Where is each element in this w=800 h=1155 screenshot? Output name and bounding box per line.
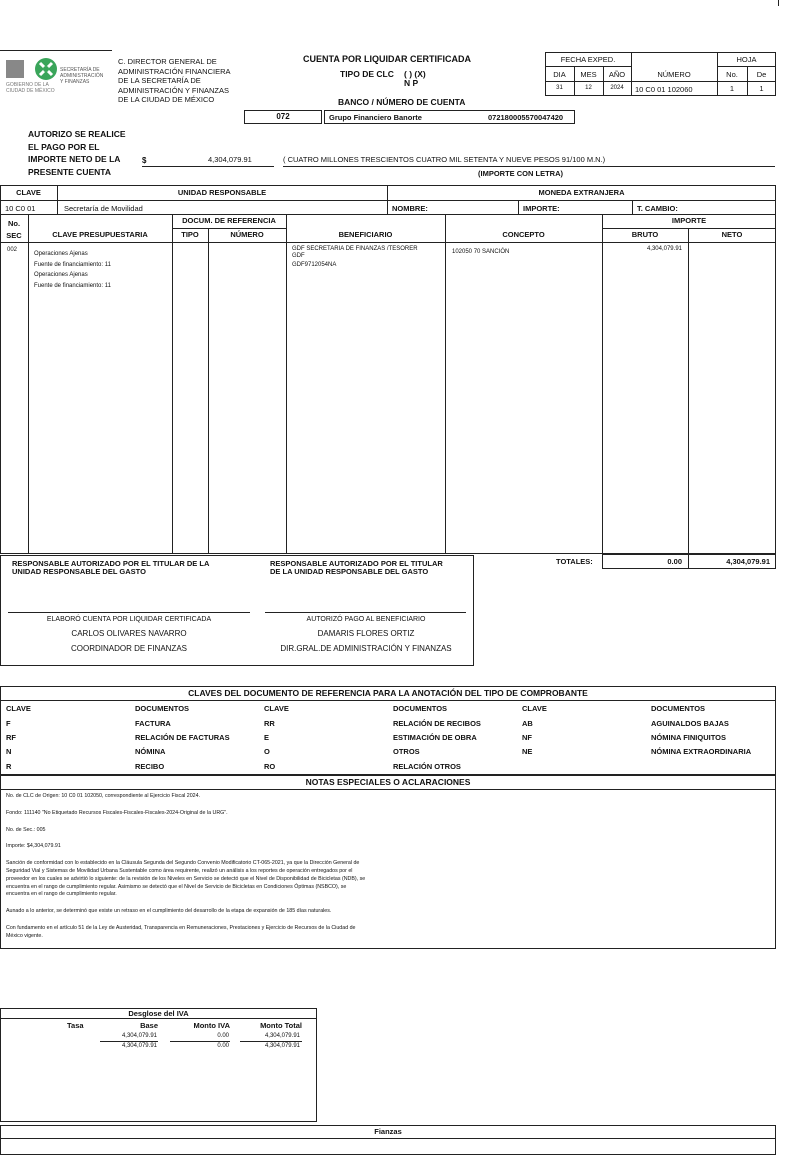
tcambio-label: T. CAMBIO: [637, 204, 678, 213]
clave-code: E [264, 733, 270, 742]
moneda-label: MONEDA EXTRANJERA [538, 188, 625, 197]
account-number: 072180005570047420 [488, 113, 564, 122]
nota-paragraph: No. de CLC de Origen: 10 C0 01 102050, correspondiente al Ejercicio Fiscal 2024. [6, 793, 201, 799]
bank-label: BANCO / NÚMERO DE CUENTA [338, 97, 466, 107]
left-signature-heading [12, 560, 209, 576]
iva-col-monto-total: Monto Total [260, 1021, 302, 1030]
unidad-value: Secretaría de Movilidad [64, 204, 143, 213]
mes-value: 12 [585, 85, 592, 91]
authorization-line: IMPORTE NETO DE LA [28, 154, 121, 164]
left-signature-line [8, 612, 250, 613]
clave-doc: RELACIÓN OTROS [393, 762, 461, 771]
iva-row-monto-iva: 0.00 [217, 1033, 229, 1039]
nota-line: Con fundamento en el artículo 51 de la Ley de Austeridad, Transparencia en Remuneraciones, Prestaciones y Ejercicio de Recursos de la Ciudad de [6, 924, 356, 931]
iva-title: Desglose del IVA [128, 1009, 189, 1018]
table-row-concepto: 102050 70 SANCIÓN [452, 249, 510, 255]
no-header: No. [7, 219, 21, 228]
authority-line: DE LA SECRETARÍA DE [118, 76, 201, 85]
numero-header: NÚMERO [230, 230, 264, 239]
bank-code: 072 [276, 112, 290, 121]
clave-code: R [6, 762, 12, 771]
clave-doc: ESTIMACIÓN DE OBRA [393, 733, 477, 742]
authority-line: ADMINISTRACIÓN Y FINANZAS [118, 85, 229, 95]
authority-block [118, 57, 231, 105]
beneficiario-header: BENEFICIARIO [338, 230, 393, 239]
total-neto: 4,304,079.91 [726, 557, 770, 566]
iva-col-base: Base [140, 1021, 158, 1030]
cdmx-logo [6, 57, 110, 97]
authorization-text [28, 128, 126, 178]
clave-code: RO [264, 762, 276, 771]
mes-label: MES [580, 70, 597, 79]
dia-value: 31 [556, 85, 563, 91]
authority-line: C. DIRECTOR GENERAL DE [118, 57, 217, 66]
claves-col-clave: CLAVE [6, 704, 31, 713]
amount-text-underline [283, 166, 775, 167]
importe-label: IMPORTE: [523, 204, 560, 213]
clave-code: N [6, 747, 12, 756]
clave-doc: NÓMINA EXTRAORDINARIA [651, 747, 752, 756]
clave-doc: RECIBO [135, 762, 165, 771]
totales-label: TOTALES: [556, 557, 593, 566]
notas-title: NOTAS ESPECIALES O ACLARACIONES [305, 777, 471, 787]
flower-logo-icon [34, 57, 58, 81]
iva-col-monto-iva: Monto IVA [193, 1021, 230, 1030]
iva-col-tasa: Tasa [67, 1021, 84, 1030]
iva-row-monto-total: 4,304,079.91 [264, 1033, 300, 1039]
claves-col-clave: CLAVE [264, 704, 289, 713]
clave-doc: AGUINALDOS BAJAS [651, 719, 729, 728]
clave-doc: NÓMINA [135, 747, 166, 756]
table-row-bruto: 4,304,079.91 [646, 246, 682, 252]
nota-line: proveedor en los cuales se advirtió lo siguiente: de la revisión de los Niveles en Servicio se detectó que el Nivel de Disponibilidad de Bicicletas (NDB), se [6, 875, 366, 882]
clave-code: AB [522, 719, 533, 728]
logo-secretaria-3: Y FINANZAS [60, 79, 90, 85]
neto-header: NETO [721, 230, 743, 239]
beneficiario-line: GDF SECRETARIA DE FINANZAS /TESORER [292, 246, 418, 252]
nota-paragraph: Importe: $4,304,079.91 [6, 843, 61, 850]
page-title: CUENTA POR LIQUIDAR CERTIFICADA [303, 54, 471, 64]
clc-type-letters: N P [404, 78, 419, 88]
clave-code: NE [522, 747, 533, 756]
clc-type-marks: ( ) (X) [404, 69, 426, 79]
header-rule [0, 50, 112, 51]
clave-value: 10 C0 01 [5, 204, 36, 213]
heading-line: RESPONSABLE AUTORIZADO POR EL TITULAR DE LA [12, 559, 210, 568]
bank-code-cell [244, 110, 322, 124]
authorization-line: PRESENTE CUENTA [28, 166, 111, 177]
nota-line: México vigente. [6, 932, 43, 939]
clave-doc: NÓMINA FINIQUITOS [651, 733, 726, 742]
authorization-line: EL PAGO POR EL [28, 141, 100, 152]
clave-code: RR [264, 719, 275, 728]
anio-value: 2024 [610, 85, 624, 91]
claves-col-clave: CLAVE [522, 704, 547, 713]
clave-label: CLAVE [16, 188, 41, 197]
fecha-exped-label: FECHA EXPED. [560, 55, 616, 64]
left-signature-name: CARLOS OLIVARES NAVARRO [71, 629, 187, 638]
hoja-no-value: 1 [729, 84, 735, 93]
nota-paragraph: No. de Sec.: 005 [6, 826, 46, 833]
claves-title: CLAVES DEL DOCUMENTO DE REFERENCIA PARA LA ANOTACIÓN DEL TIPO DE COMPROBANTE [188, 688, 588, 698]
nota-paragraph: Aunado a lo anterior, se determinó que existe un retraso en el cumplimiento del desarrollo de la etapa de expansión de 185 días naturales. [6, 908, 332, 915]
heading-line: RESPONSABLE AUTORIZADO POR EL TITULAR [270, 559, 443, 568]
anio-label: AÑO [608, 70, 626, 79]
amount-text: ( CUATRO MILLONES TRESCIENTOS CUATRO MIL SETENTA Y NUEVE PESOS 91/100 M.N.) [283, 155, 606, 164]
fianzas-title: Fianzas [374, 1127, 402, 1136]
iva-total-monto-total: 4,304,079.91 [264, 1043, 300, 1049]
building-icon [6, 60, 24, 78]
amount-value: 4,304,079.91 [208, 155, 252, 164]
docum-referencia-header: DOCUM. DE REFERENCIA [182, 216, 276, 225]
left-signature-role: ELABORÓ CUENTA POR LIQUIDAR CERTIFICADA [46, 616, 212, 623]
table-row-sec: 002 [7, 247, 18, 253]
clave-presupuestaria-header: CLAVE PRESUPUESTARIA [52, 230, 148, 239]
beneficiario-line: GDF9712054NA [292, 262, 337, 268]
iva-total-monto-iva: 0.00 [217, 1043, 229, 1049]
nombre-label: NOMBRE: [392, 204, 428, 213]
heading-line: UNIDAD RESPONSABLE DEL GASTO [12, 567, 146, 576]
authority-line: ADMINISTRACIÓN FINANCIERA [118, 66, 231, 76]
clave-doc: FACTURA [135, 719, 171, 728]
total-bruto: 0.00 [667, 557, 682, 566]
table-row-beneficiario [292, 246, 418, 269]
clave-code: NF [522, 733, 532, 742]
right-signature-heading [270, 560, 443, 576]
clave-code: O [264, 747, 270, 756]
currency-symbol: $ [142, 156, 147, 165]
claves-col-documentos: DOCUMENTOS [393, 704, 448, 713]
claves-col-documentos: DOCUMENTOS [135, 704, 190, 713]
bruto-header: BRUTO [631, 230, 659, 239]
tipo-header: TIPO [181, 230, 199, 239]
nota-paragraph: Fondo: 111140 "No Etiquetado Recursos Fiscales-Fiscales-Fiscales-2024-Original de la URG". [6, 809, 228, 816]
page-edge-mark [778, 0, 779, 6]
clave-doc: RELACIÓN DE RECIBOS [393, 719, 481, 728]
right-signature-role: AUTORIZÓ PAGO AL BENEFICIARIO [306, 616, 426, 623]
right-signature-line [265, 612, 466, 613]
hoja-de-value: 1 [759, 84, 764, 93]
importe-header: IMPORTE [671, 216, 707, 225]
dia-label: DIA [553, 70, 566, 79]
authorization-line: AUTORIZO SE REALICE [28, 129, 126, 139]
clave-doc: RELACIÓN DE FACTURAS [135, 733, 230, 742]
logo-secretaria-1: SECRETARÍA DE [60, 67, 100, 73]
table-row-clave [34, 249, 111, 291]
unidad-label: UNIDAD RESPONSABLE [177, 188, 267, 197]
nota-line: Sanción de conformidad con lo establecido en la Cláusula Segunda del Segundo Convenio Modificatorio CT-065-2021, ya que la Dirección General de [6, 860, 360, 867]
hoja-label: HOJA [736, 55, 757, 64]
right-signature-title: DIR.GRAL.DE ADMINISTRACIÓN Y FINANZAS [280, 644, 452, 653]
clave-code: F [6, 719, 11, 728]
numero-value: 10 C0 01 102060 [635, 85, 693, 94]
iva-total-base: 4,304,079.91 [121, 1043, 157, 1049]
logo-text-1: GOBIERNO DE LA [6, 82, 49, 88]
nota-line: encuentra en el rango de cumplimiento regular. Asimismo se detectó que el Nivel de Servicio de Bicicletas en Condiciones Óptimas (NSBCO), se [6, 883, 347, 890]
logo-secretaria-2: ADMINISTRACIÓN [60, 73, 104, 79]
amount-underline [142, 166, 274, 167]
notas-body [6, 793, 365, 941]
no-label: No. [726, 70, 738, 79]
clave-line: Fuente de financiamiento: 11 [34, 261, 111, 268]
clave-doc: OTROS [393, 747, 420, 756]
nota-line: encuentra en el rango de cumplimiento regular. [6, 891, 117, 898]
left-signature-title: COORDINADOR DE FINANZAS [70, 644, 187, 653]
authority-line: DE LA CIUDAD DE MÉXICO [118, 95, 215, 104]
sec-header: SEC [6, 231, 22, 240]
claves-col-documentos: DOCUMENTOS [651, 704, 706, 713]
clave-line: Operaciones Ajenas [34, 272, 88, 278]
de-label: De [756, 70, 767, 79]
bank-name: Grupo Financiero Banorte [329, 113, 422, 122]
right-signature-name: DAMARIS FLORES ORTIZ [317, 629, 415, 638]
clc-type-label: TIPO DE CLC [340, 69, 394, 79]
concepto-header: CONCEPTO [502, 230, 545, 239]
bank-account-cell [324, 110, 575, 124]
clave-line: Fuente de financiamiento: 11 [34, 282, 111, 289]
heading-line: DE LA UNIDAD RESPONSABLE DEL GASTO [270, 567, 429, 576]
beneficiario-line: GDF [292, 253, 305, 259]
numero-label: NÚMERO [657, 70, 691, 79]
nota-line: Seguridad Vial y Sistemas de Movilidad Urbana Sustentable como área requirente, realizó un análisis a los reportes de operación entregados por el [6, 867, 353, 874]
logo-text-2: CIUDAD DE MÉXICO [6, 88, 55, 94]
amount-text-label: (IMPORTE CON LETRA) [478, 169, 563, 178]
iva-row-base: 4,304,079.91 [121, 1033, 157, 1039]
clave-line: Operaciones Ajenas [34, 251, 88, 257]
clave-code: RF [6, 733, 16, 742]
